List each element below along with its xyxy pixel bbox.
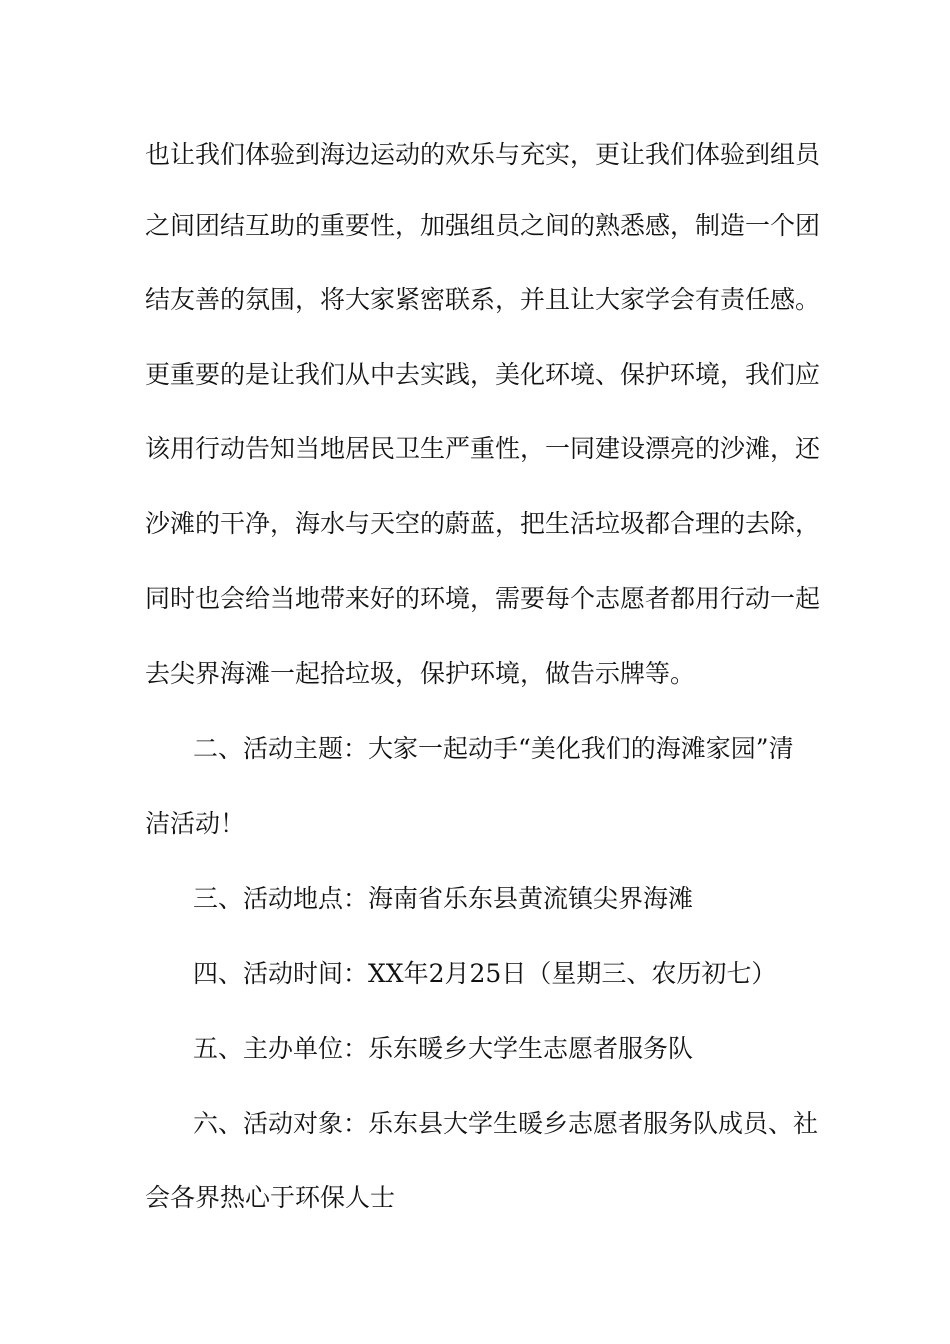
section-location: 三、活动地点：海南省乐东县黄流镇尖界海滩 bbox=[193, 884, 694, 913]
paragraph-line: 结友善的氛围，将大家紧密联系，并且让大家学会有责任感。 bbox=[145, 285, 821, 314]
section-organizer: 五、主办单位：乐东暖乡大学生志愿者服务队 bbox=[193, 1034, 694, 1063]
paragraph-line: 该用行动告知当地居民卫生严重性，一同建设漂亮的沙滩，还 bbox=[145, 434, 821, 463]
paragraph-line: 沙滩的干净，海水与天空的蔚蓝，把生活垃圾都合理的去除， bbox=[145, 509, 821, 538]
paragraph-line: 更重要的是让我们从中去实践，美化环境、保护环境，我们应 bbox=[145, 360, 821, 389]
paragraph-line: 也让我们体验到海边运动的欢乐与充实，更让我们体验到组员 bbox=[145, 140, 821, 169]
paragraph-line: 去尖界海滩一起拾垃圾，保护环境，做告示牌等。 bbox=[145, 659, 696, 688]
section-participants-line: 会各界热心于环保人士 bbox=[145, 1183, 396, 1212]
section-time: 四、活动时间：XX年2月25日（星期三、农历初七） bbox=[193, 959, 777, 988]
section-participants-line: 六、活动对象：乐东县大学生暖乡志愿者服务队成员、社 bbox=[193, 1109, 819, 1138]
paragraph-line: 同时也会给当地带来好的环境，需要每个志愿者都用行动一起 bbox=[145, 584, 821, 613]
section-theme-line: 洁活动！ bbox=[145, 809, 246, 838]
paragraph-line: 之间团结互助的重要性，加强组员之间的熟悉感，制造一个团 bbox=[145, 211, 821, 240]
section-theme-line: 二、活动主题：大家一起动手“美化我们的海滩家园”清 bbox=[193, 734, 794, 763]
